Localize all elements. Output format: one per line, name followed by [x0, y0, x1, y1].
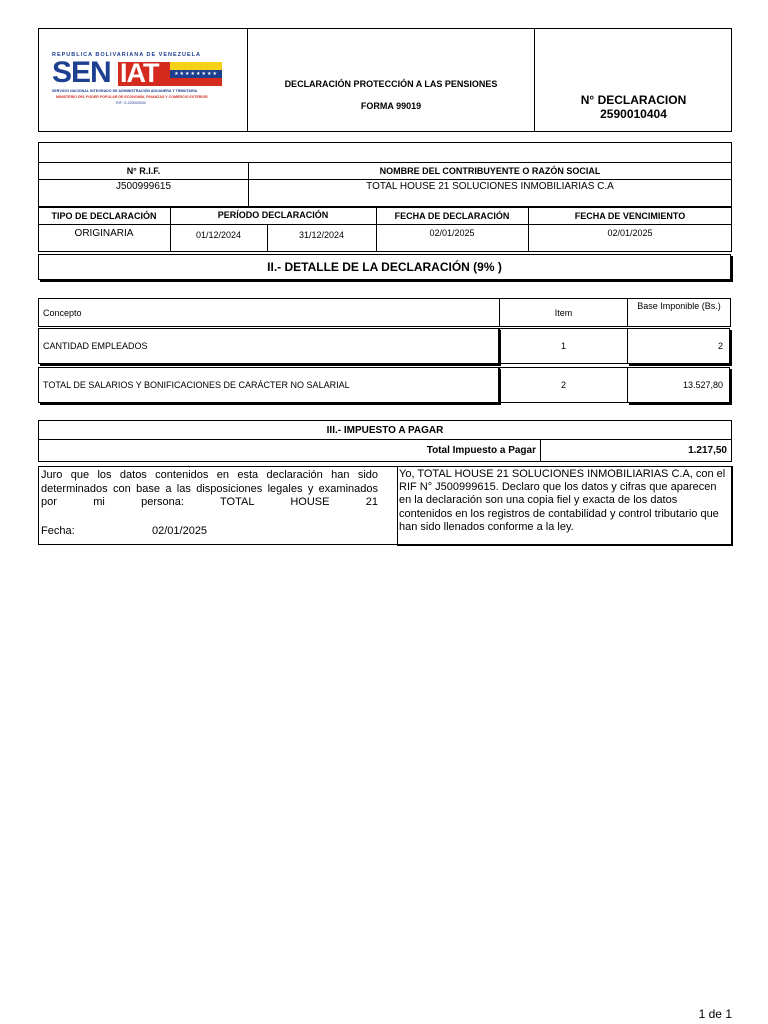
rif-value: J500999615 [115, 181, 172, 192]
logo-brand-left: SEN [52, 56, 111, 89]
name-label: NOMBRE DEL CONTRIBUYENTE O RAZÓN SOCIAL [379, 166, 601, 176]
info-blank-row [38, 142, 732, 163]
rif-label: N° R.I.F. [126, 166, 161, 176]
tax-total-label: Total Impuesto a Pagar [38, 439, 541, 462]
detail-col-item: Item [499, 298, 628, 327]
detail-section-title: II.- DETALLE DE LA DECLARACIÓN (9% ) [38, 254, 731, 280]
type-value: ORIGINARIA [74, 228, 134, 239]
detail-col-concept: Concepto [38, 298, 500, 327]
logo-line-2: MINISTERIO DEL PODER POPULAR DE ECONOMÍA, FINANZAS Y COMERCIO EXTERIOR [56, 95, 208, 99]
declaration-label: N° DECLARACION [580, 93, 687, 107]
detail-row-2-item: 2 [499, 367, 628, 403]
declaration-number: 2590010404 [600, 107, 667, 121]
page-number: 1 de 1 [698, 1007, 732, 1021]
oath-left-text: Juro que los datos contenidos en esta declaración han sido determinados con base a las disposiciones legales y examinados por mi persona: TOTAL HOUSE 21 [41, 469, 378, 508]
info-row-line [38, 179, 732, 180]
logo-top-text: REPUBLICA BOLIVARIANA DE VENEZUELA [52, 52, 201, 58]
due-label: FECHA DE VENCIMIENTO [574, 211, 686, 221]
name-value: TOTAL HOUSE 21 SOLUCIONES INMOBILIARIAS C.A [366, 181, 614, 192]
decl-info-line [38, 224, 732, 225]
detail-row-2-base: 13.527,80 [627, 367, 730, 403]
period-label: PERÍODO DECLARACIÓN [217, 210, 329, 220]
detail-row-2-concept: TOTAL DE SALARIOS Y BONIFICACIONES DE CARÁCTER NO SALARIAL [38, 367, 499, 403]
date-label: FECHA DE DECLARACIÓN [394, 211, 510, 221]
form-title: DECLARACIÓN PROTECCIÓN A LAS PENSIONES [284, 79, 498, 89]
seniat-logo [48, 50, 228, 120]
tax-total-value: 1.217,50 [540, 439, 732, 462]
tax-section-title: III.- IMPUESTO A PAGAR [38, 420, 732, 440]
due-value: 02/01/2025 [607, 228, 653, 238]
detail-row-1-concept: CANTIDAD EMPLEADOS [38, 328, 499, 364]
detail-col-base: Base Imponible (Bs.) [627, 298, 731, 327]
oath-date-value: 02/01/2025 [152, 525, 208, 537]
logo-brand-right: IAT [120, 58, 159, 88]
period-to: 31/12/2024 [298, 230, 345, 240]
logo-line-3: RIF: G-200003030 [116, 101, 146, 105]
type-label: TIPO DE DECLARACIÓN [51, 211, 157, 221]
detail-row-1-item: 1 [499, 328, 628, 364]
logo-line-1: SERVICIO NACIONAL INTEGRADO DE ADMINISTRACIÓN ADUANERA Y TRIBUTARIA [52, 89, 198, 93]
flag-icon: ★★★★★★★★ [170, 62, 222, 86]
form-number: FORMA 99019 [360, 101, 422, 111]
oath-right-text: Yo, TOTAL HOUSE 21 SOLUCIONES INMOBILIARIAS C.A, con el RIF N° J500999615. Declaro que los datos y cifras que aparecen en la declaración son una copia fiel y exacta de los datos contenidos en los registros de contabilidad y control tributario que han sido llenados conforme a la ley. [399, 468, 726, 533]
oath-date-label: Fecha: [41, 525, 75, 537]
period-from: 01/12/2024 [195, 230, 242, 240]
date-value: 02/01/2025 [429, 228, 475, 238]
detail-row-1-base: 2 [627, 328, 730, 364]
